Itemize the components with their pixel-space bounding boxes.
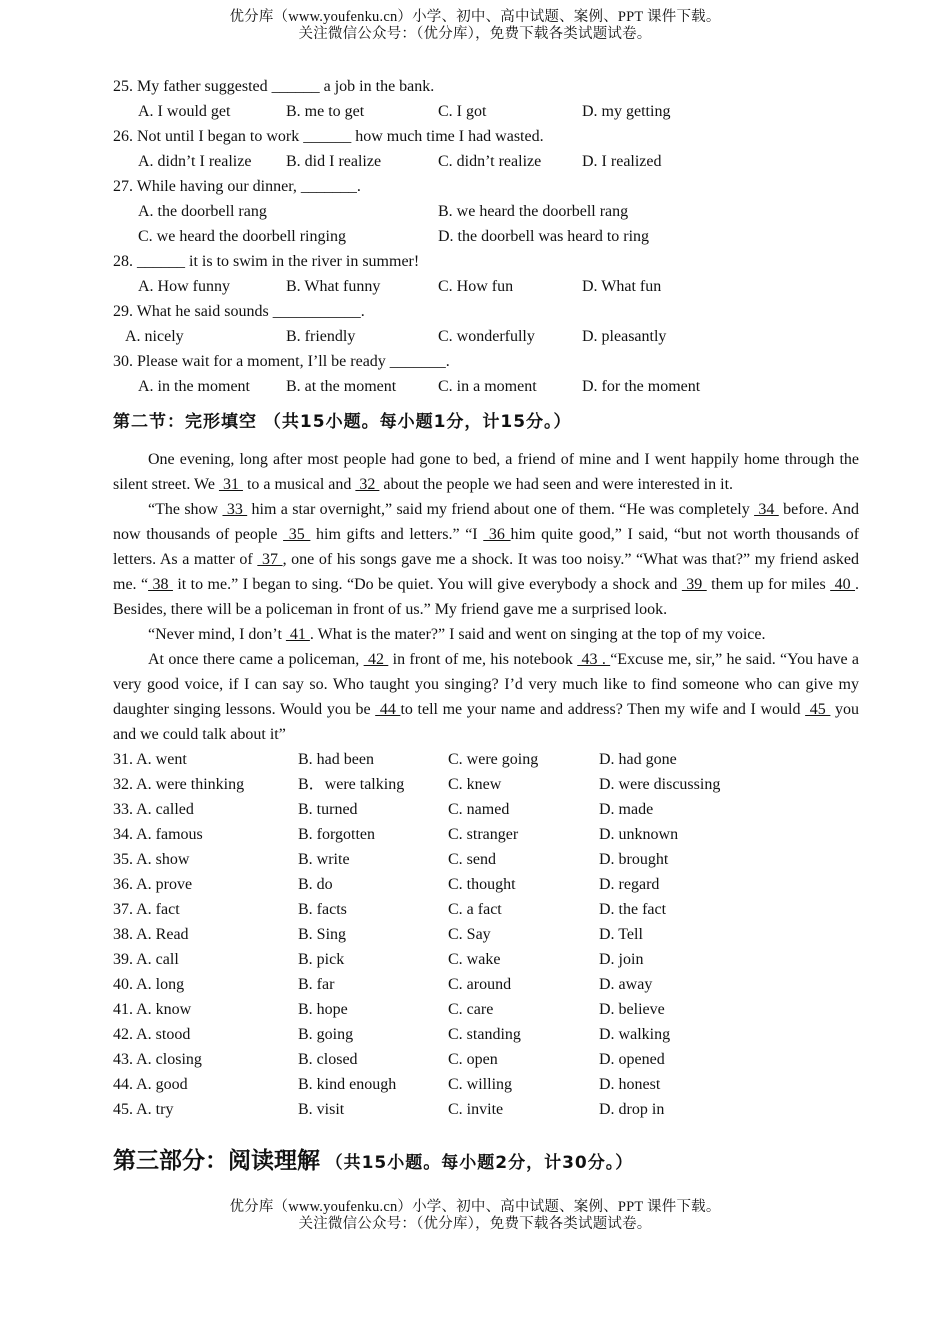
option-row [113, 149, 859, 174]
passage-paragraph [113, 622, 859, 647]
choice-option: 39. A. call [113, 951, 179, 968]
passage-text: . What is the mater?” I said and went on singing at the top of my voice. [309, 626, 766, 643]
choice-row [113, 922, 859, 947]
option: C. How fun [438, 278, 514, 295]
blank-number: 43 . [577, 651, 611, 668]
blank-number: 36 [483, 526, 511, 543]
section3-heading [113, 1142, 633, 1175]
blank-number: 35 [283, 526, 311, 543]
blank-number: 37 [257, 551, 283, 568]
choice-option: B. facts [298, 901, 347, 918]
option: D. pleasantly [582, 328, 667, 345]
passage-text: to tell me your name and address? Then my wife and I would [400, 701, 806, 718]
question-stem: 25. My father suggested ______ a job in the bank. [113, 78, 435, 95]
choice-option: C. open [448, 1051, 498, 1068]
choice-option: C. were going [448, 751, 539, 768]
choice-option: C. around [448, 976, 512, 993]
question-stem: 26. Not until I began to work ______ how much time I had wasted. [113, 128, 544, 145]
option: D. for the moment [582, 378, 701, 395]
blank-number: 45 [805, 701, 831, 718]
choice-option: 36. A. prove [113, 876, 193, 893]
option: C. we heard the doorbell ringing [138, 228, 346, 245]
choice-option: D. join [599, 951, 644, 968]
footer-line-1: 优分库（www.youfenku.cn）小学、初中、高中试题、案例、PPT 课件下载。 [229, 1199, 721, 1215]
passage-text: , one of his songs gave me a shock. It was too noisy.” “What was that?” my friend asked me. “ [113, 551, 859, 593]
blank-number: 38 [148, 576, 173, 593]
option: C. I got [438, 103, 487, 120]
option: B. at the moment [286, 378, 397, 395]
choice-option: D. drop in [599, 1101, 665, 1118]
choice-option: B. do [298, 876, 333, 893]
question-stem: 28. ______ it is to swim in the river in summer! [113, 253, 420, 270]
section3-title: 第三部分：阅读理解 [113, 1148, 320, 1174]
choice-option: 31. A. went [113, 751, 187, 768]
choice-option: D. believe [599, 1001, 665, 1018]
choice-option: B. write [298, 851, 350, 868]
page-footer [0, 1199, 950, 1233]
choice-option: B. pick [298, 951, 345, 968]
footer-line-2: 关注微信公众号：（优分库），免费下载各类试题试卷。 [298, 1216, 652, 1232]
blank-number: 34 [754, 501, 779, 518]
passage-text: in front of me, his notebook [388, 651, 578, 668]
option-row [113, 274, 859, 299]
option: B. What funny [286, 278, 381, 295]
blank-number: 40 [830, 576, 856, 593]
option-row [113, 224, 859, 249]
choice-option: B. kind enough [298, 1076, 397, 1093]
passage-text: him quite good,” I said, “but not worth thousands of letters. As a matter of [113, 526, 860, 568]
choice-option: C. willing [448, 1076, 513, 1093]
choice-option: C. named [448, 801, 510, 818]
choice-row [113, 1072, 859, 1097]
choice-row [113, 1097, 859, 1122]
header-line-2: 关注微信公众号：（优分库），免费下载各类试题试卷。 [298, 26, 652, 42]
passage-text: them up for miles [706, 576, 831, 593]
choice-option: C. thought [448, 876, 516, 893]
choice-option: C. stranger [448, 826, 519, 843]
option-row [113, 99, 859, 124]
blank-number: 44 [375, 701, 401, 718]
choice-option: B. closed [298, 1051, 358, 1068]
passage-text: At once there came a policeman, [148, 651, 364, 668]
choice-row [113, 947, 859, 972]
passage-text: “The show [148, 501, 223, 518]
option-row [113, 324, 859, 349]
option: A. nicely [125, 328, 184, 345]
choice-option: C. send [448, 851, 496, 868]
choice-row [113, 797, 859, 822]
choice-option: C. care [448, 1001, 494, 1018]
choice-row [113, 747, 859, 772]
option: B. friendly [286, 328, 356, 345]
passage-text: One evening, long after most people had gone to bed, a friend of mine and I went happily home through the silent street. We [113, 451, 859, 493]
choice-option: D. brought [599, 851, 669, 868]
section2-title: 第二节：完形填空 （共15小题。每小题1分，计15分。） [113, 412, 572, 432]
passage-text: you and we could talk about it” [113, 701, 860, 743]
choice-option: B. had been [298, 751, 374, 768]
option-row [113, 374, 859, 399]
passage-text: to a musical and [242, 476, 356, 493]
passage-paragraph [113, 497, 859, 622]
choice-option: B. far [298, 976, 335, 993]
choice-option: 42. A. stood [113, 1026, 191, 1043]
choice-option: C. knew [448, 776, 502, 793]
blank-number: 33 [222, 501, 248, 518]
blank-number: 41 [285, 626, 310, 643]
choice-option: D. away [599, 976, 653, 993]
choice-option: D. honest [599, 1076, 661, 1093]
multiple-choice-questions [113, 74, 859, 399]
passage-text: about the people we had seen and were interested in it. [379, 476, 734, 493]
choice-option: D. the fact [599, 901, 667, 918]
choice-option: 34. A. famous [113, 826, 203, 843]
choice-option: 45. A. try [113, 1101, 174, 1118]
option: B. did I realize [286, 153, 382, 170]
section3-note: （共15小题。每小题2分，计30分。） [325, 1153, 634, 1173]
option: A. How funny [138, 278, 230, 295]
choice-option: C. wake [448, 951, 501, 968]
choice-row [113, 972, 859, 997]
blank-number: 42 [363, 651, 389, 668]
choice-option: 43. A. closing [113, 1051, 202, 1068]
choice-option: B．were talking [298, 776, 405, 793]
choice-row [113, 1022, 859, 1047]
question-stem: 29. What he said sounds ___________. [113, 303, 365, 320]
option: B. we heard the doorbell rang [438, 203, 629, 220]
choice-option: 40. A. long [113, 976, 185, 993]
blank-number: 39 [681, 576, 707, 593]
choice-option: D. were discussing [599, 776, 721, 793]
question-stem: 27. While having our dinner, _______. [113, 178, 361, 195]
blank-number: 31 [218, 476, 243, 493]
choice-row [113, 872, 859, 897]
choice-option: 32. A. were thinking [113, 776, 245, 793]
choice-option: D. opened [599, 1051, 665, 1068]
option: D. the doorbell was heard to ring [438, 228, 650, 245]
choice-option: B. turned [298, 801, 358, 818]
choice-option: C. invite [448, 1101, 504, 1118]
choice-option: B. forgotten [298, 826, 376, 843]
passage-text: before. And now thousands of people [113, 501, 860, 543]
option: D. my getting [582, 103, 671, 120]
choice-option: C. a fact [448, 901, 502, 918]
passage-paragraph [113, 647, 859, 747]
choice-option: D. Tell [599, 926, 643, 943]
choice-option: 41. A. know [113, 1001, 192, 1018]
option: D. I realized [582, 153, 662, 170]
choice-option: C. standing [448, 1026, 521, 1043]
page-header [0, 9, 950, 43]
option: A. in the moment [138, 378, 250, 395]
choice-option: B. hope [298, 1001, 348, 1018]
option: A. I would get [138, 103, 231, 120]
cloze-choices [113, 747, 859, 1122]
option: C. didn’t realize [438, 153, 542, 170]
choice-option: D. regard [599, 876, 660, 893]
header-line-1: 优分库（www.youfenku.cn）小学、初中、高中试题、案例、PPT 课件下载。 [229, 9, 721, 25]
choice-option: D. unknown [599, 826, 679, 843]
passage-paragraph [113, 447, 859, 497]
choice-row [113, 897, 859, 922]
passage-text: “Excuse me, sir,” he said. “You have a very good voice, if I can say so. Who taught you singing? I’d very much like to find someone who can give my daughter singing lessons. Would you be [113, 651, 860, 718]
option: A. didn’t I realize [138, 153, 252, 170]
choice-row [113, 847, 859, 872]
passage-text: “Never mind, I don’t [148, 626, 286, 643]
choice-option: B. visit [298, 1101, 345, 1118]
choice-option: B. going [298, 1026, 354, 1043]
option: A. the doorbell rang [138, 203, 267, 220]
blank-number: 32 [355, 476, 380, 493]
option: D. What fun [582, 278, 662, 295]
choice-option: D. made [599, 801, 654, 818]
question-stem: 30. Please wait for a moment, I’ll be ready _______. [113, 353, 450, 370]
option: C. wonderfully [438, 328, 535, 345]
passage-text: him gifts and letters.” “I [310, 526, 484, 543]
passage-text: . Besides, there will be a policeman in front of us.” My friend gave me a surprised look. [113, 576, 860, 618]
choice-option: 35. A. show [113, 851, 190, 868]
passage-text: him a star overnight,” said my friend about one of them. “He was completely [247, 501, 755, 518]
option: C. in a moment [438, 378, 537, 395]
choice-row [113, 772, 859, 797]
choice-row [113, 997, 859, 1022]
option-row [113, 199, 859, 224]
choice-row [113, 1047, 859, 1072]
passage-text: it to me.” I began to sing. “Do be quiet. You will give everybody a shock and [172, 576, 682, 593]
choice-option: D. had gone [599, 751, 677, 768]
option: B. me to get [286, 103, 365, 120]
choice-option: 33. A. called [113, 801, 194, 818]
choice-option: C. Say [448, 926, 491, 943]
cloze-passage [113, 447, 859, 747]
choice-row [113, 822, 859, 847]
choice-option: B. Sing [298, 926, 347, 943]
exam-content [113, 74, 859, 1122]
choice-option: D. walking [599, 1026, 671, 1043]
choice-option: 37. A. fact [113, 901, 180, 918]
choice-option: 44. A. good [113, 1076, 188, 1093]
choice-option: 38. A. Read [113, 926, 189, 943]
